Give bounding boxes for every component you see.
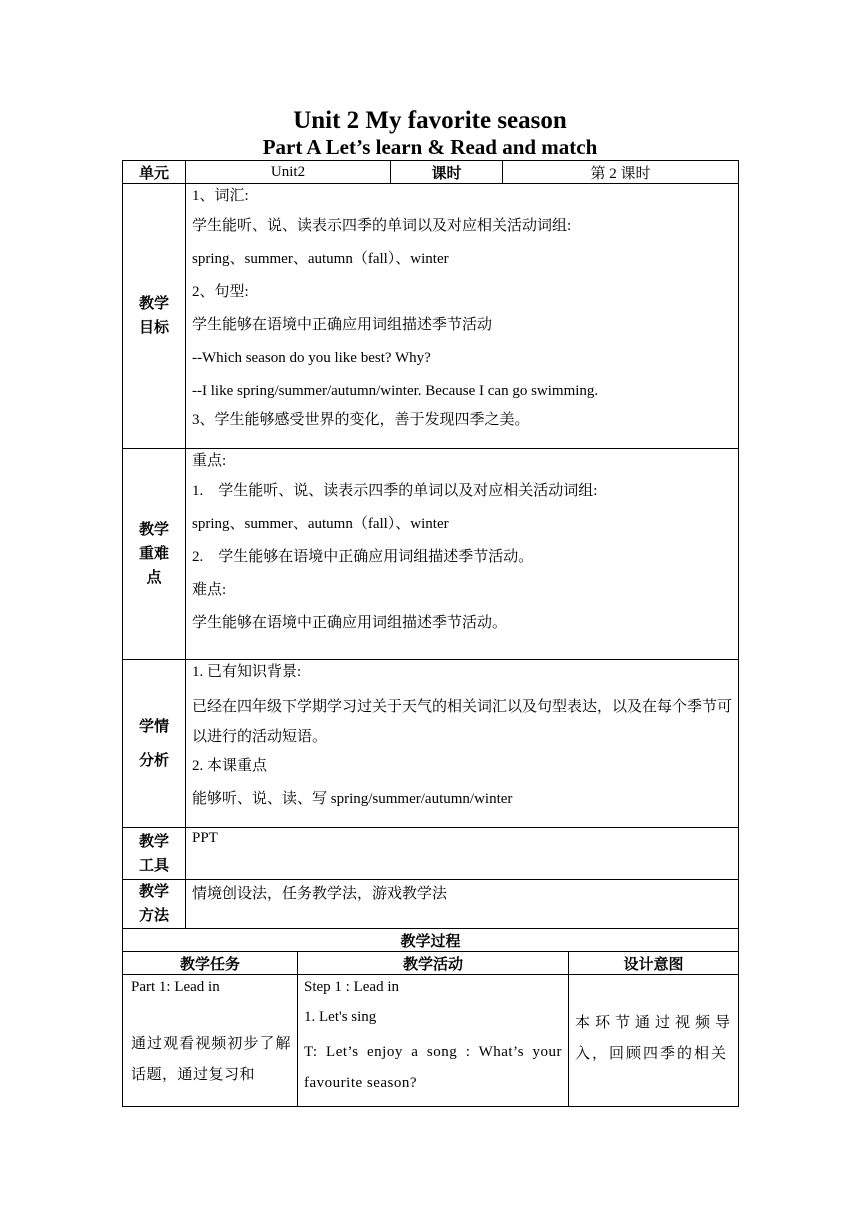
- objectives-content: [186, 184, 739, 449]
- document-title: Unit 2 My favorite season: [293, 107, 567, 134]
- key-point-line: 2. 学生能够在语境中正确应用词组描述季节活动。: [192, 549, 534, 565]
- process-row: [123, 975, 739, 1107]
- lesson-plan-table: [122, 160, 739, 1107]
- tools-label: 教学 工具: [123, 828, 186, 880]
- process-title-row: [123, 929, 739, 952]
- analysis-paragraph: 已经在四年级下学期学习过关于天气的相关词汇以及句型表达，以及在每个季节可以进行的活动短语。: [192, 699, 733, 745]
- analysis-content: [186, 660, 739, 828]
- key-point-line: 重点:: [192, 453, 227, 469]
- analysis-label: 学情 分析: [123, 660, 186, 828]
- analysis-line: 2. 本课重点: [192, 758, 268, 774]
- key-points-label: 教学 重难 点: [123, 449, 186, 660]
- objective-line: spring、summer、autumn（fall）、winter: [192, 251, 449, 267]
- analysis-line: 1. 已有知识背景:: [192, 664, 302, 680]
- analysis-line: 能够听、说、读、写 spring/summer/autumn/winter: [192, 791, 513, 807]
- process-title: 教学过程: [123, 929, 739, 952]
- process-header-row: [123, 952, 739, 975]
- task-title: Part 1: Lead in: [131, 979, 220, 995]
- key-point-line: 难点:: [192, 582, 227, 598]
- key-point-line: spring、summer、autumn（fall）、winter: [192, 516, 449, 532]
- methods-row: [123, 880, 739, 929]
- col-intent-header: 设计意图: [569, 952, 739, 975]
- methods-label: 教学 方法: [123, 880, 186, 929]
- activity-cell: [298, 975, 569, 1107]
- objective-line: 2、句型:: [192, 284, 249, 300]
- period-label: 课时: [391, 161, 503, 184]
- methods-value: 情境创设法，任务教学法，游戏教学法: [186, 880, 739, 929]
- analysis-row: [123, 660, 739, 828]
- key-points-row: [123, 449, 739, 660]
- col-activity-header: 教学活动: [298, 952, 569, 975]
- objective-line: 学生能够在语境中正确应用词组描述季节活动: [192, 317, 493, 333]
- activity-description: T: Let’s enjoy a song : What’s your favourite season?: [304, 1044, 563, 1091]
- unit-label: 单元: [123, 161, 186, 184]
- objective-line: 学生能听、说、读表示四季的单词以及对应相关活动词组:: [192, 218, 572, 234]
- objective-line: --I like spring/summer/autumn/winter. Because I can go swimming.: [192, 383, 599, 399]
- task-cell: [123, 975, 298, 1107]
- unit-value: Unit2: [186, 161, 391, 184]
- activity-item: 1. Let's sing: [304, 1009, 377, 1025]
- col-task-header: 教学任务: [123, 952, 298, 975]
- activity-step: Step 1 : Lead in: [304, 979, 399, 995]
- header-row: [123, 161, 739, 184]
- period-value: 第 2 课时: [503, 161, 739, 184]
- objectives-row: [123, 184, 739, 449]
- objective-line: 3、学生能够感受世界的变化，善于发现四季之美。: [192, 412, 530, 428]
- objective-line: 1、词汇:: [192, 188, 249, 204]
- key-point-line: 学生能够在语境中正确应用词组描述季节活动。: [192, 615, 508, 631]
- intent-description: 本环节通过视频导入，回顾四季的相关: [575, 1014, 733, 1062]
- objective-line: --Which season do you like best? Why?: [192, 350, 431, 366]
- intent-cell: [569, 975, 739, 1107]
- key-point-line: 1. 学生能听、说、读表示四季的单词以及对应相关活动词组:: [192, 483, 598, 499]
- tools-value: PPT: [186, 828, 739, 880]
- key-points-content: [186, 449, 739, 660]
- document-subtitle: Part A Let’s learn & Read and match: [262, 135, 598, 159]
- tools-row: [123, 828, 739, 880]
- task-description: 通过观看视频初步了解话题，通过复习和: [131, 1036, 291, 1083]
- objectives-label: 教学 目标: [123, 184, 186, 449]
